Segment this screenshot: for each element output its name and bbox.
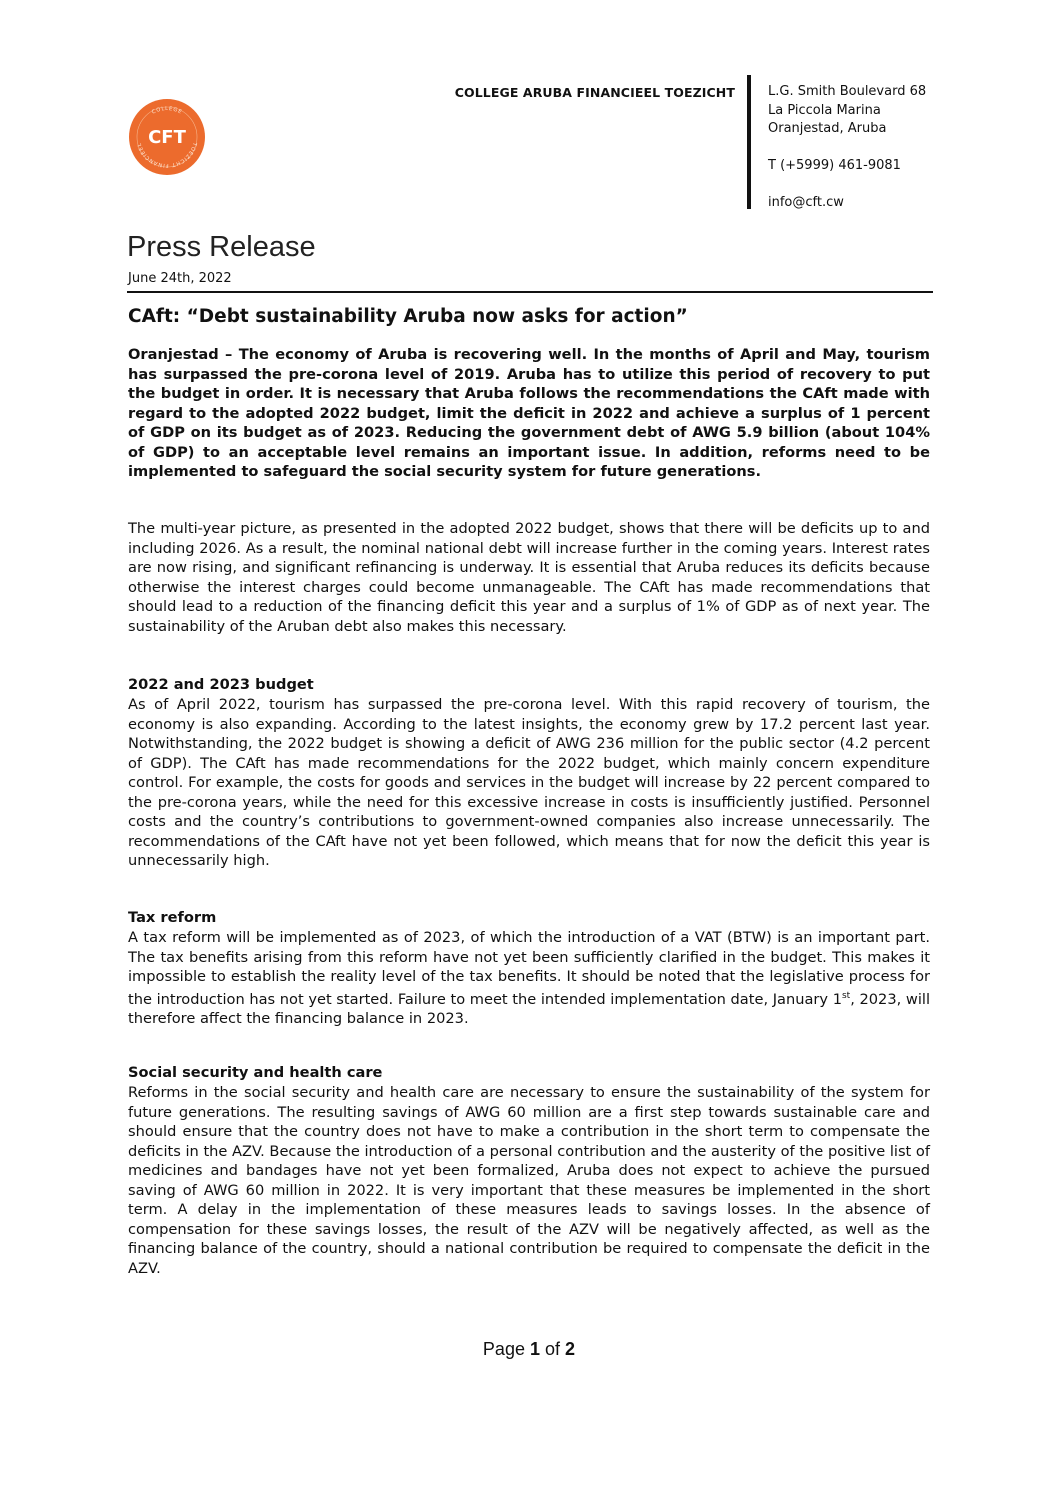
section-body-text: A tax reform will be implemented as of 2023, of which the introduction of a VAT (BTW) is an important part. The tax benefits arising from this reform have not yet been sufficiently clarified in the budget. This makes it impossible to establish the reality level of the tax benefits. It should be noted that the legislative process for the introduction has not yet started. Failure to meet the intended implementation date, January 1 — [128, 929, 930, 1008]
section-heading: Tax reform — [128, 909, 217, 926]
release-date: June 24th, 2022 — [128, 271, 232, 286]
total-pages: 2 — [565, 1339, 576, 1359]
address-line: L.G. Smith Boulevard 68 — [768, 84, 927, 99]
of-word: of — [545, 1339, 561, 1359]
section-body — [128, 928, 930, 1028]
address-line: La Piccola Marina — [768, 102, 881, 118]
section-heading: Social security and health care — [128, 1064, 383, 1081]
ordinal-suffix: st — [841, 990, 851, 1001]
page-word: Page — [482, 1339, 525, 1359]
current-page: 1 — [529, 1339, 540, 1359]
page-title: Press Release — [127, 231, 316, 263]
section-body: As of April 2022, tourism has surpassed the pre-corona level. With this rapid recovery of tourism, the economy is also expanding. According to the latest insights, the economy grew by 17.2 percent last year. Notwithstanding, the 2022 budget is showing a deficit of AWG 236 million for the public sector (4.2 percent of GDP). The CAft has made recommendations for the 2022 budget, which mainly concern expenditure control. For example, the costs for goods and services in the budget will increase by 22 percent compared to the pre-corona years, while the need for this excessive increase in costs is insufficiently justified. Personnel costs and the country’s contributions to government-owned companies also increase unnecessarily. The recommendations of the CAft have not yet been followed, which means that for now the deficit this year is unnecessarily high. — [128, 696, 930, 869]
header-divider — [747, 75, 751, 209]
intro-paragraph: The multi-year picture, as presented in the adopted 2022 budget, shows that there will be deficits up to and including 2026. As a result, the nominal national debt will increase further in the coming years. Interest rates are now rising, and significant refinancing is underway. It is essential that Aruba reduces its deficits because otherwise the interest charges could become unmanageable. The CAft has made recommendations that should lead to a reduction of the financing deficit this year and a surplus of 1% of GDP as of next year. The sustainability of the Aruban debt also makes this necessary. — [128, 520, 930, 635]
email-address: info@cft.cw — [768, 195, 844, 210]
section-body-text: , 2023, will therefore affect the financing balance in 2023. — [128, 990, 930, 1027]
address-line: Oranjestad, Aruba — [768, 121, 887, 136]
logo-text: CFT — [148, 127, 186, 148]
section-body: Reforms in the social security and health care are necessary to ensure the sustainability of the system for future generations. The resulting savings of AWG 60 million are a first step towards sustainable care and should ensure that the country does not have to make a contribution in the short term to compensate the deficits in the AZV. Because the introduction of a personal contribution and the austerity of the positive list of medicines and bandages have not yet been formalized, Aruba does not expect to achieve the pursued saving of AWG 60 million in 2022. It is very important that these measures be implemented in the short term. A delay in the implementation of these measures leads to savings losses. In the absence of compensation for these savings losses, the result of the AZV will be negatively affected, as well as the financing balance of the country, should a national contribution be required to compensate the deficit in the AZV. — [128, 1084, 930, 1277]
headline: CAft: “Debt sustainability Aruba now asks for action” — [128, 306, 688, 327]
title-divider — [127, 291, 933, 293]
section-heading: 2022 and 2023 budget — [128, 676, 314, 693]
contact-block — [768, 83, 968, 213]
organization-name: COLLEGE ARUBA FINANCIEEL TOEZICHT — [454, 85, 735, 100]
cft-logo — [128, 98, 206, 176]
lead-paragraph: Oranjestad – The economy of Aruba is recovering well. In the months of April and May, tourism has surpassed the pre-corona level of 2019. Aruba has to utilize this period of recovery to put the budget in order. It is necessary that Aruba follows the recommendations the CAft made with regard to the adopted 2022 budget, limit the deficit in 2022 and achieve a surplus of 1 percent of GDP on its budget as of 2023. Reducing the government debt of AWG 5.9 billion (about 104% of GDP) to an acceptable level remains an important issue. In addition, reforms need to be implemented to safeguard the social security system for future generations. — [128, 346, 930, 480]
svg-text:COLLEGE: COLLEGE — [150, 105, 184, 116]
svg-text:TOEZICHT FINANCIEEL: TOEZICHT FINANCIEEL — [136, 141, 198, 169]
page-number — [0, 1339, 1058, 1360]
phone-number: T (+5999) 461-9081 — [768, 158, 901, 173]
